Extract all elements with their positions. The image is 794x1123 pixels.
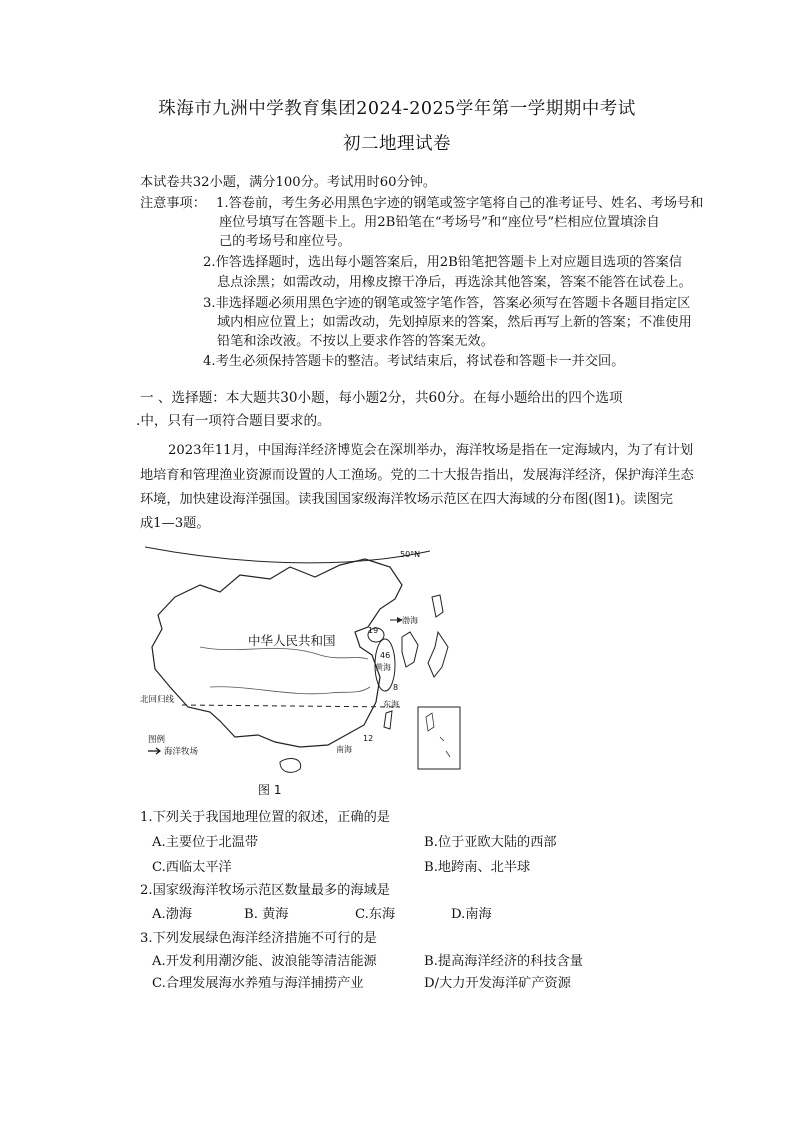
section-header-line-1: 一 、选择题：本大题共30小题，每小题2分，共60分。在每小题给出的四个选项	[140, 390, 623, 406]
question-3-option-d: D/大力开发海洋矿产资源	[424, 976, 571, 991]
question-1-stem: 1.下列关于我国地理位置的叙述，正确的是	[140, 810, 390, 825]
section-header-line-2: .中，只有一项符合题目要求的。	[136, 413, 331, 429]
count-south-sea: 12	[363, 734, 374, 743]
notes-label: 注意事项：	[140, 196, 206, 211]
count-yellow-sea: 46	[380, 651, 391, 660]
question-1-option-c: C.西临太平洋	[152, 860, 232, 875]
tropic-label: 北回归线	[140, 695, 175, 705]
note-1-line-1: 1.答卷前，考生务必用黑色字迹的钢笔或签字笔将自己的准考证号、姓名、考场号和	[216, 196, 704, 211]
question-1-option-d: B.地跨南、北半球	[424, 860, 531, 875]
latitude-50n-line	[145, 547, 430, 563]
country-label: 中华人民共和国	[248, 633, 336, 648]
count-east-sea: 8	[393, 683, 399, 692]
note-4-line-1: 4.考生必须保持答题卡的整洁。考试结束后，将试卷和答题卡一并交回。	[203, 354, 625, 369]
question-3-option-c: C.合理发展海水养殖与海洋捕捞产业	[152, 976, 364, 991]
question-2-option-c: C.东海	[355, 907, 396, 922]
sea-label-south: 南海	[336, 745, 352, 754]
tropic-of-cancer-line	[182, 705, 400, 707]
china-sea-map	[140, 537, 470, 777]
figure-caption: 图 1	[258, 783, 282, 797]
passage-line-2: 地培育和管理渔业资源而设置的人工渔场。党的二十大报告指出，发展海洋经济，保护海洋生态	[140, 468, 694, 483]
question-3-option-b: B.提高海洋经济的科技含量	[424, 954, 583, 969]
count-bohai: 19	[368, 626, 379, 635]
passage-line-4: 成1—3题。	[140, 516, 210, 531]
question-3-stem: 3.下列发展绿色海洋经济措施不可行的是	[140, 931, 377, 946]
note-3-line-1: 3.非选择题必须用黑色字迹的钢笔或签字笔作答，答案必须写在答题卡各题目指定区	[203, 296, 691, 311]
question-2-option-d: D.南海	[451, 907, 492, 922]
note-2-line-1: 2.作答选择题时，选出每小题答案后，用2B铅笔把答题卡上对应题目选项的答案信	[203, 255, 683, 270]
legend-title: 图例	[148, 735, 166, 745]
note-1-line-2: 座位号填写在答题卡上。用2B铅笔在“考场号”和“座位号”栏相应位置填涂自	[219, 215, 660, 230]
legend-item: 海洋牧场	[164, 747, 199, 757]
note-3-line-2: 域内相应位置上；如需改动，先划掉原来的答案，然后再写上新的答案；不准使用	[217, 315, 692, 330]
lat-label: 50°N	[400, 550, 421, 559]
sea-label-east: 东海	[383, 700, 399, 709]
note-2-line-2: 息点涂黑；如需改动，用橡皮擦干净后，再选涂其他答案，答案不能答在试卷上。	[217, 275, 692, 290]
question-2-stem: 2.国家级海洋牧场示范区数量最多的海域是	[140, 883, 390, 898]
question-2-option-a: A.渤海	[152, 907, 193, 922]
china-outline	[152, 559, 402, 747]
passage-line-3: 环境，加快建设海洋强国。读我国国家级海洋牧场示范区在四大海域的分布图(图1)。读图完	[140, 492, 673, 507]
exam-title: 珠海市九洲中学教育集团2024-2025学年第一学期期中考试	[158, 99, 636, 119]
question-1-option-a: A.主要位于北温带	[152, 835, 259, 850]
ocean-ranch-icon	[148, 748, 160, 754]
sea-label-yellow: 黄海	[375, 663, 391, 672]
south-sea-inset	[418, 707, 460, 769]
exam-intro: 本试卷共32小题，满分100分。考试用时60分钟。	[140, 175, 437, 190]
question-1-option-b: B.位于亚欧大陆的西部	[424, 835, 557, 850]
note-3-line-3: 铅笔和涂改液。不按以上要求作答的答案无效。	[217, 334, 494, 349]
question-2-option-b: B. 黄海	[244, 907, 289, 922]
passage-line-1: 2023年11月，中国海洋经济博览会在深圳举办，海洋牧场是指在一定海域内，为了有计划	[168, 443, 694, 458]
exam-subtitle: 初二地理试卷	[343, 134, 451, 154]
note-1-line-3: 己的考场号和座位号。	[219, 234, 351, 249]
question-3-option-a: A.开发利用潮汐能、波浪能等清洁能源	[152, 954, 377, 969]
sea-label-bohai: 渤海	[402, 616, 418, 625]
